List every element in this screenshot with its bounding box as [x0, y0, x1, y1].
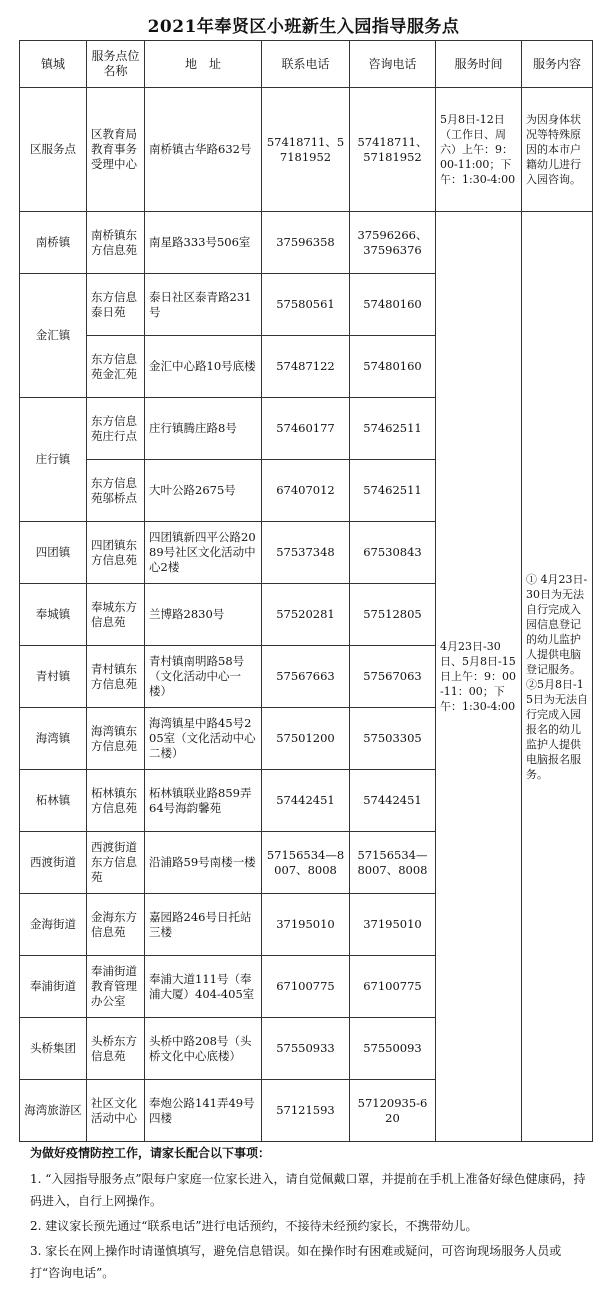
cell-service-time-shared: 4月23日-30日、5月8日-15日上午：9：00-11：00；下午：1:30-4:00 — [436, 212, 522, 1142]
cell-address: 庄行镇腾庄路8号 — [145, 398, 262, 460]
cell-town: 四团镇 — [20, 522, 87, 584]
cell-address: 泰日社区泰青路231号 — [145, 274, 262, 336]
cell-town: 西渡街道 — [20, 832, 87, 894]
cell-address: 奉炮公路141弄49号四楼 — [145, 1080, 262, 1142]
header-service-content: 服务内容 — [522, 41, 593, 88]
cell-consult-phone: 57462511 — [350, 460, 436, 522]
cell-consult-phone: 37596266、37596376 — [350, 212, 436, 274]
cell-consult-phone: 67100775 — [350, 956, 436, 1018]
cell-consult-phone: 57418711、57181952 — [350, 88, 436, 212]
cell-contact-phone: 67407012 — [262, 460, 350, 522]
cell-place: 东方信息苑庄行点 — [87, 398, 145, 460]
header-consult-phone: 咨询电话 — [350, 41, 436, 88]
cell-place: 奉城东方信息苑 — [87, 584, 145, 646]
cell-town: 奉浦街道 — [20, 956, 87, 1018]
notes-item: 2. 建议家长预先通过“联系电话”进行电话预约，不接待未经预约家长，不携带幼儿。 — [30, 1219, 478, 1233]
cell-town: 青村镇 — [20, 646, 87, 708]
cell-address: 头桥中路208号（头桥文化中心底楼） — [145, 1018, 262, 1080]
cell-town: 南桥镇 — [20, 212, 87, 274]
cell-contact-phone: 57537348 — [262, 522, 350, 584]
service-points-table — [19, 40, 593, 1142]
cell-contact-phone: 57501200 — [262, 708, 350, 770]
cell-place: 四团镇东方信息苑 — [87, 522, 145, 584]
cell-place: 金海东方信息苑 — [87, 894, 145, 956]
cell-contact-phone: 67100775 — [262, 956, 350, 1018]
cell-service-time: 5月8日-12日（工作日、周六）上午：9：00-11:00；下午：1:30-4:00 — [436, 88, 522, 212]
cell-contact-phone: 57520281 — [262, 584, 350, 646]
cell-consult-phone: 57480160 — [350, 336, 436, 398]
cell-contact-phone: 57580561 — [262, 274, 350, 336]
cell-address: 沿浦路59号南楼一楼 — [145, 832, 262, 894]
cell-service-content-shared: ① 4月23日-30日为无法自行完成入园信息登记的幼儿监护人提供电脑登记服务。②5月8日-15日为无法自行完成入园报名的幼儿监护人提供电脑报名服务。 — [522, 212, 593, 1142]
cell-place: 柘林镇东方信息苑 — [87, 770, 145, 832]
cell-consult-phone: 67530843 — [350, 522, 436, 584]
cell-address: 奉浦大道111号（奉浦大厦）404-405室 — [145, 956, 262, 1018]
cell-consult-phone: 57567063 — [350, 646, 436, 708]
cell-contact-phone: 37596358 — [262, 212, 350, 274]
cell-contact-phone: 57487122 — [262, 336, 350, 398]
cell-contact-phone: 57460177 — [262, 398, 350, 460]
cell-town: 海湾旅游区 — [20, 1080, 87, 1142]
header-service-time: 服务时间 — [436, 41, 522, 88]
cell-town: 区服务点 — [20, 88, 87, 212]
cell-town: 头桥集团 — [20, 1018, 87, 1080]
cell-consult-phone: 57462511 — [350, 398, 436, 460]
table-header-row — [20, 41, 593, 88]
cell-address: 大叶公路2675号 — [145, 460, 262, 522]
cell-town: 柘林镇 — [20, 770, 87, 832]
cell-place: 奉浦街道教育管理办公室 — [87, 956, 145, 1018]
cell-place: 南桥镇东方信息苑 — [87, 212, 145, 274]
cell-place: 东方信息泰日苑 — [87, 274, 145, 336]
cell-contact-phone: 57550933 — [262, 1018, 350, 1080]
cell-town: 奉城镇 — [20, 584, 87, 646]
cell-place: 青村镇东方信息苑 — [87, 646, 145, 708]
cell-address: 金汇中心路10号底楼 — [145, 336, 262, 398]
header-contact-phone: 联系电话 — [262, 41, 350, 88]
cell-place: 东方信息苑金汇苑 — [87, 336, 145, 398]
notes-heading: 为做好疫情防控工作，请家长配合以下事项： — [30, 1146, 271, 1160]
cell-address: 四团镇新四平公路2089号社区文化活动中心2楼 — [145, 522, 262, 584]
cell-address: 南桥镇古华路632号 — [145, 88, 262, 212]
cell-town: 金海街道 — [20, 894, 87, 956]
cell-address: 柘林镇联业路859弄64号海韵馨苑 — [145, 770, 262, 832]
cell-address: 兰博路2830号 — [145, 584, 262, 646]
cell-place: 社区文化活动中心 — [87, 1080, 145, 1142]
cell-consult-phone: 57512805 — [350, 584, 436, 646]
cell-town: 金汇镇 — [20, 274, 87, 398]
notes-section — [30, 1142, 590, 1284]
cell-place: 头桥东方信息苑 — [87, 1018, 145, 1080]
cell-contact-phone: 57442451 — [262, 770, 350, 832]
cell-contact-phone: 57567663 — [262, 646, 350, 708]
cell-consult-phone: 57442451 — [350, 770, 436, 832]
cell-address: 海湾镇星中路45号205室（文化活动中心二楼） — [145, 708, 262, 770]
cell-place: 区教育局教育事务受理中心 — [87, 88, 145, 212]
cell-contact-phone: 57121593 — [262, 1080, 350, 1142]
cell-town: 海湾镇 — [20, 708, 87, 770]
cell-town: 庄行镇 — [20, 398, 87, 522]
cell-place: 海湾镇东方信息苑 — [87, 708, 145, 770]
cell-place: 西渡街道东方信息苑 — [87, 832, 145, 894]
header-address: 地 址 — [145, 41, 262, 88]
cell-place: 东方信息苑邬桥点 — [87, 460, 145, 522]
cell-address: 嘉园路246号日托站三楼 — [145, 894, 262, 956]
notes-item: 1. “入园指导服务点”限每户家庭一位家长进入，请自觉佩戴口罩，并提前在手机上准备好绿色健康码，持码进入，自行上网操作。 — [30, 1172, 586, 1208]
cell-consult-phone: 57550093 — [350, 1018, 436, 1080]
notes-item: 3. 家长在网上操作时请谨慎填写，避免信息错误。如在操作时有困难或疑问，可咨询现场服务人员或打“咨询电话”。 — [30, 1244, 562, 1280]
page-title: 2021年奉贤区小班新生入园指导服务点 — [147, 17, 460, 37]
table-row-district — [20, 88, 593, 212]
cell-consult-phone: 57156534—8007、8008 — [350, 832, 436, 894]
cell-contact-phone: 57418711、57181952 — [262, 88, 350, 212]
cell-consult-phone: 37195010 — [350, 894, 436, 956]
cell-contact-phone: 57156534—8007、8008 — [262, 832, 350, 894]
cell-address: 青村镇南明路58号（文化活动中心一楼） — [145, 646, 262, 708]
table-row — [20, 212, 593, 274]
header-town: 镇城 — [20, 41, 87, 88]
cell-consult-phone: 57480160 — [350, 274, 436, 336]
cell-consult-phone: 57120935-620 — [350, 1080, 436, 1142]
header-place: 服务点位名称 — [87, 41, 145, 88]
cell-service-content: 为因身体状况等特殊原因的本市户籍幼儿进行入园咨询。 — [522, 88, 593, 212]
cell-address: 南星路333号506室 — [145, 212, 262, 274]
cell-contact-phone: 37195010 — [262, 894, 350, 956]
cell-consult-phone: 57503305 — [350, 708, 436, 770]
